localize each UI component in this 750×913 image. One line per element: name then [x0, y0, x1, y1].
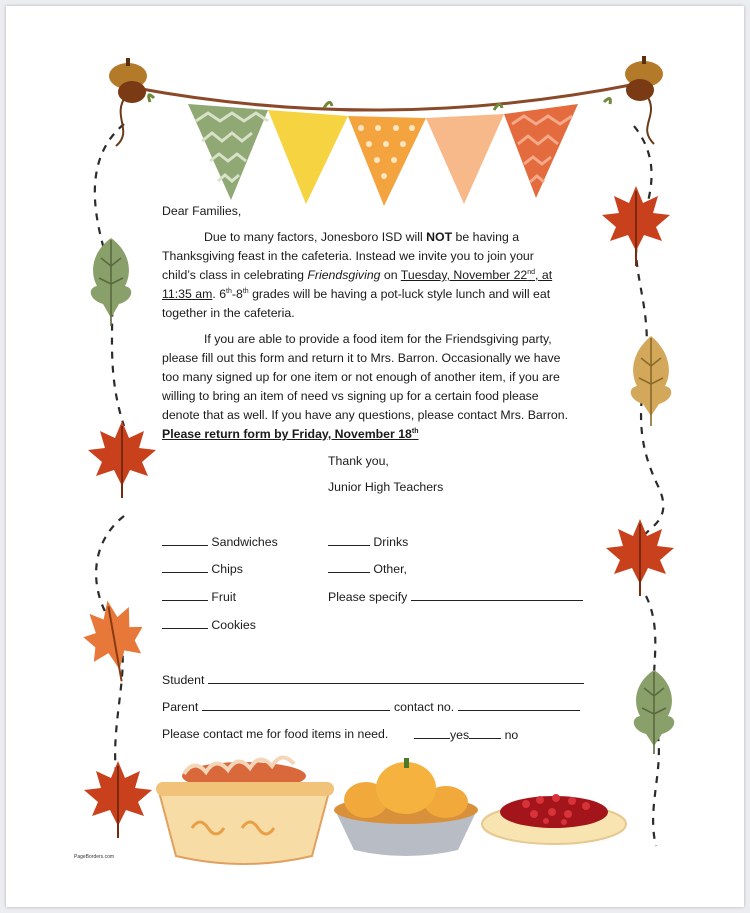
parent-field[interactable]: Parent	[162, 697, 390, 717]
other-item[interactable]: Other,	[328, 559, 407, 579]
paragraph2-line5: denote that as well. If you have any questions, please contact Mrs. Barron.	[162, 408, 569, 422]
sandwiches-item[interactable]: Sandwiches	[162, 532, 278, 552]
please-specify-field[interactable]: Please specify	[328, 587, 583, 607]
yes-no-choice[interactable]: yes no	[414, 725, 518, 745]
fruit-item[interactable]: Fruit	[162, 587, 236, 607]
flag-orange-dots-icon	[348, 116, 426, 206]
student-field[interactable]: Student	[162, 670, 584, 690]
paragraph2-line3: too many signed up for one item or not enough of another item, if you are	[162, 370, 560, 384]
flag-red-chevron-icon	[504, 104, 578, 198]
paragraph1-line5: together in the cafeteria.	[162, 306, 295, 320]
maple-leaf-red-icon	[602, 186, 670, 266]
leaf-green-right-icon	[634, 670, 675, 754]
paragraph1-line2: Thanksgiving feast in the cafeteria. Instead we invite you to join your	[162, 249, 534, 263]
maple-leaf-bottom-red-icon	[84, 761, 152, 838]
paragraph1-line4: 11:35 am. 6th-8th grades will be having a pot-luck style lunch and will eat	[162, 287, 551, 301]
thank-you: Thank you,	[328, 454, 389, 468]
flyer-page	[6, 6, 744, 907]
cookies-item[interactable]: Cookies	[162, 615, 256, 635]
flag-peach-icon	[426, 114, 504, 204]
maple-leaf-left-red-icon	[88, 421, 156, 498]
greeting: Dear Families,	[162, 204, 242, 218]
signature: Junior High Teachers	[328, 480, 444, 494]
pumpkin-pie-icon	[334, 758, 478, 856]
flag-green-icon	[188, 104, 268, 200]
contact-me-label: Please contact me for food items in need.	[162, 727, 389, 741]
leaf-gold-icon	[631, 336, 672, 426]
paragraph2-line1: If you are able to provide a food item for the Friendsgiving party,	[204, 332, 552, 346]
paragraph2-line4: willing to bring an item of need vs signing up for a certain food please	[162, 389, 539, 403]
return-deadline: Please return form by Friday, November 18th	[162, 427, 419, 441]
chips-item[interactable]: Chips	[162, 559, 243, 579]
drinks-item[interactable]: Drinks	[328, 532, 408, 552]
paragraph2-line2: please fill out this form and return it to Mrs. Barron. Occasionally we have	[162, 351, 561, 365]
flag-yellow-icon	[268, 110, 348, 204]
leaf-green-icon	[91, 238, 132, 326]
paragraph1-line1: Due to many factors, Jonesboro ISD will NOT be having a	[204, 230, 520, 244]
contact-number-field[interactable]: contact no.	[394, 697, 580, 717]
paragraph1-line3: child’s class in celebrating Friendsgiving on Tuesday, November 22nd, at	[162, 268, 553, 282]
source-credit: PageBorders.com	[74, 854, 115, 860]
acorn-right-icon	[625, 56, 663, 101]
maple-leaf-right-red-icon	[606, 519, 674, 596]
acorn-left-icon	[109, 58, 147, 103]
pie-basket-icon	[156, 757, 334, 864]
cranberry-dish-icon	[482, 794, 626, 844]
maple-leaf-orange-icon	[78, 595, 151, 686]
